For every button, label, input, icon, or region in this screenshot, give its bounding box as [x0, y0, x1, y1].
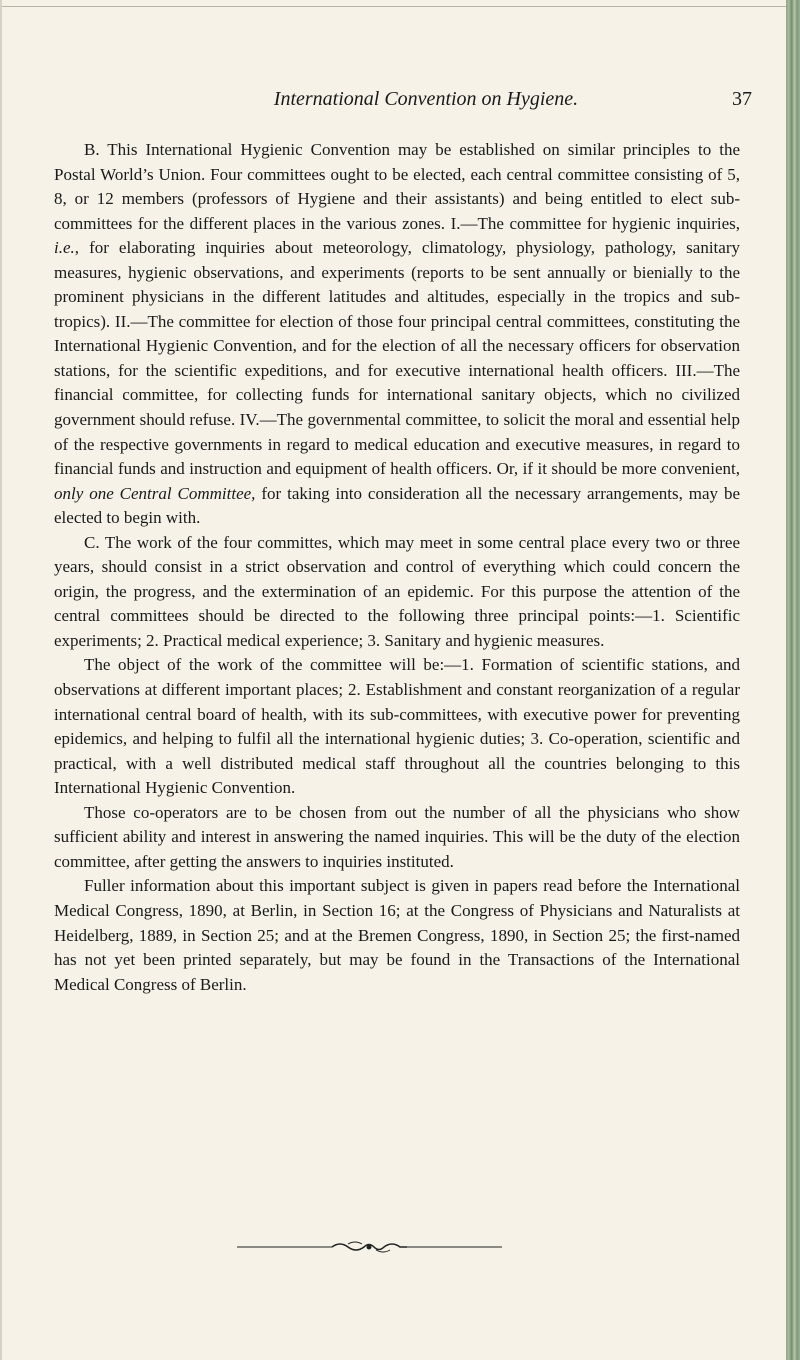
- running-title: International Convention on Hygiene.: [273, 88, 579, 110]
- body-text: [54, 138, 740, 997]
- page-header: [66, 84, 766, 114]
- page-number: 37: [732, 88, 752, 110]
- page-top-rule: [2, 6, 788, 7]
- paragraph-fuller-information: Fuller information about this important subject is given in papers read before the International Medical Congress, 1890, at Berlin, in Section 16; at the Congress of Physicians and Naturalists at Heidelberg, 1889, in Section 25; and at the Bremen Congress, 1890, in Section 25; the first-named has not yet been printed separately, but may be found in the Transactions of the International Medical Congress of Berlin.: [54, 876, 740, 994]
- paragraph-cooperators: Those co-operators are to be chosen from out the number of all the physicians who show sufficient ability and interest in answering the named inquiries. This will be the duty of the election committee, after getting the answers to inquiries instituted.: [54, 802, 740, 871]
- paragraph-b: B. This International Hygienic Convention may be established on similar principles to the Postal World’s Union. Four committees ought to be elected, each central committee consisting of 5, 8, or 12 members (professors of Hygiene and their assistants) and being entitled to elect sub-committees for the different places in the various zones. I.—The committee for hygienic inquiries, i.e., for elaborating inquiries about meteorology, climatology, physiology, pathology, sanitary measures, hygienic observations, and experiments (reports to be sent annually or bienially to the prominent physicians in the different latitudes and altitudes, especially in the tropics and sub-tropics). II.—The committee for election of those four principal central committees, constituting the International Hygienic Convention, and for the election of all the necessary officers for observation stations, for the scientific expeditions, and for executive international health officers. III.—The financial committee, for collecting funds for international sanitary objects, which no civilized government should refuse. IV.—The governmental committee, to solicit the moral and essential help of the respective governments in regard to medical education and executive measures, in regard to financial funds and instruction and equipment of health officers. Or, if it should be more convenient, only one Central Committee, for taking into consideration all the necessary arrangements, may be elected to begin with.: [54, 140, 740, 528]
- end-ornament-icon: [237, 1240, 502, 1254]
- book-spine-edge: [786, 0, 800, 1360]
- paragraph-c: C. The work of the four committes, which may meet in some central place every two or three years, should consist in a strict observation and control of everything which could concern the origin, the progress, and the extermination of an epidemic. For this purpose the attention of the central committees should be directed to the following three principal points:—1. Scientific experiments; 2. Practical medical experience; 3. Sanitary and hygienic measures.: [54, 532, 740, 650]
- paragraph-object: The object of the work of the committee will be:—1. Formation of scientific stations, and observations at different important places; 2. Establishment and constant reorganization of a regular international central board of health, with its sub-committees, with executive power for preventing epidemics, and helping to fulfil all the international hygienic duties; 3. Co-operation, scientific and practical, with a well distributed medical staff throughout all the countries belonging to this International Hygienic Convention.: [54, 655, 740, 798]
